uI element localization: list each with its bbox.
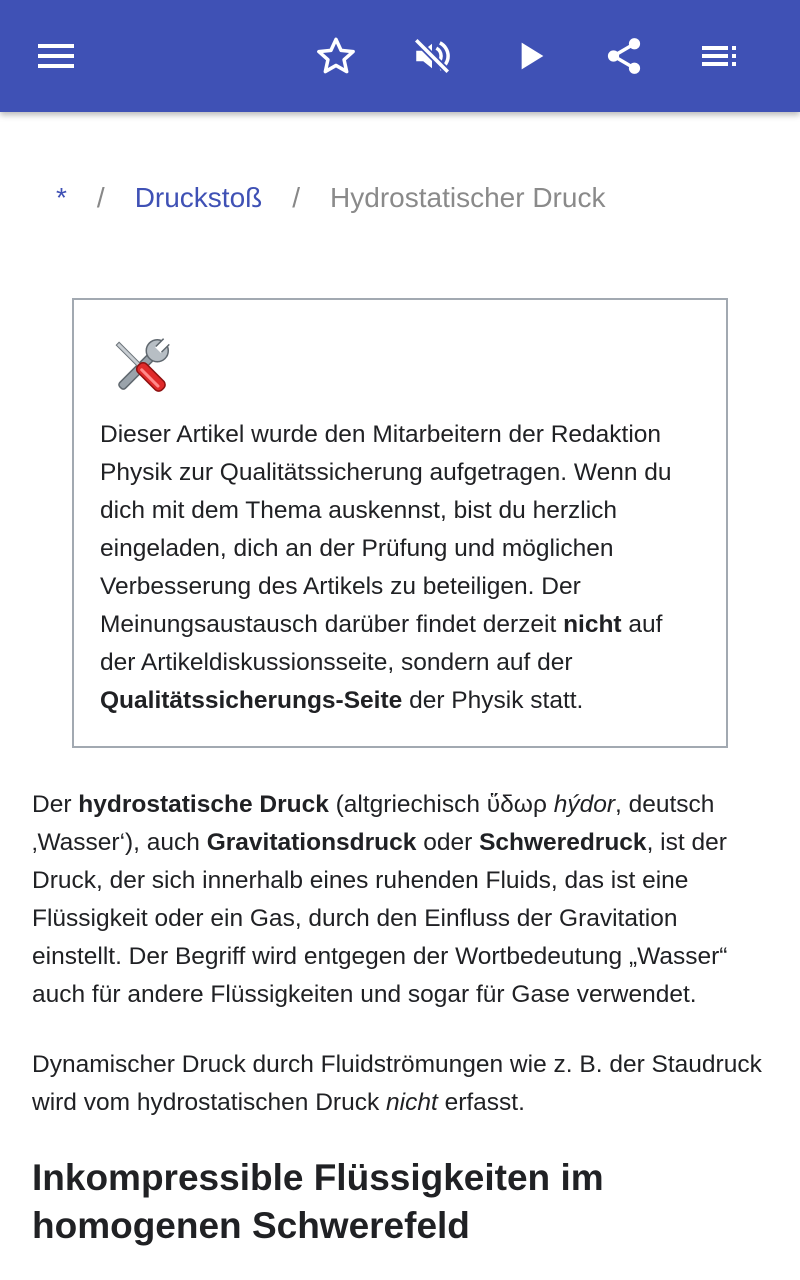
quality-page-link[interactable]: Qualitätssicherungs-Seite xyxy=(100,687,403,714)
breadcrumb-separator: / xyxy=(292,182,301,213)
term-italic: hýdor xyxy=(553,791,615,818)
term-bold: Schweredruck xyxy=(479,829,647,856)
term-italic: nicht xyxy=(386,1089,438,1116)
contents-button[interactable] xyxy=(692,28,748,84)
share-button[interactable] xyxy=(596,28,652,84)
breadcrumb-home-link[interactable]: * xyxy=(56,182,67,213)
breadcrumb-current: Hydrostatischer Druck xyxy=(330,182,606,213)
quality-notice-box xyxy=(72,298,728,748)
term-bold: Gravitationsdruck xyxy=(206,829,417,856)
notice-emphasis: nicht xyxy=(563,611,622,638)
star-outline-icon xyxy=(315,35,357,77)
play-icon xyxy=(510,36,550,76)
notice-text-segment: auf der Artikeldiskussionsseite, sondern auf der xyxy=(100,611,663,676)
text-segment: , ist der Druck, der sich innerhalb eines ruhenden Fluids, das ist eine Flüssigkeit oder ein Gas, durch den Einfluss der Gravitation einstellt. Der Begriff wird entgegen der Wortbedeutung „Wasser“ auch für andere Flüssigkeiten und sogar für Gase verwendet. xyxy=(32,829,728,1008)
app-toolbar xyxy=(0,0,800,112)
article-content xyxy=(32,786,772,1250)
wrench-screwdriver-icon xyxy=(104,330,178,404)
text-segment: Der xyxy=(32,791,79,818)
bookmark-button[interactable] xyxy=(308,28,364,84)
text-segment: (altgriechisch ὕδωρ xyxy=(328,791,554,818)
quality-notice-text xyxy=(100,416,702,720)
text-segment: oder xyxy=(416,829,480,856)
breadcrumb-parent-link[interactable]: Druckstoß xyxy=(134,182,263,213)
menu-button[interactable] xyxy=(28,28,84,84)
term-bold: hydrostatische Druck xyxy=(78,791,329,818)
text-segment: erfasst. xyxy=(437,1089,525,1116)
mute-button[interactable] xyxy=(404,28,460,84)
menu-icon xyxy=(36,36,76,76)
table-of-contents-icon xyxy=(700,36,740,76)
notice-text-segment: der Physik statt. xyxy=(402,687,584,714)
text-segment: Dynamischer Druck durch Fluidströmungen wie z. B. der Staudruck wird vom hydrostatischen Druck xyxy=(32,1051,762,1116)
notice-text-segment: Dieser Artikel wurde den Mitarbeitern der Redaktion Physik zur Qualitätssicherung aufgetragen. Wenn du dich mit dem Thema auskennst, bist du herzlich eingeladen, dich an der Prüfung und möglichen Verbesserung des Artikels zu beteiligen. Der Meinungsaustausch darüber findet derzeit xyxy=(100,421,672,638)
article-paragraph-dynamic xyxy=(32,1046,772,1122)
article-paragraph-intro xyxy=(32,786,772,1014)
section-heading: Inkompressible Flüssigkeiten im homogenen Schwerefeld xyxy=(32,1157,604,1246)
play-button[interactable] xyxy=(502,28,558,84)
volume-off-icon xyxy=(411,35,453,77)
text-segment: , deutsch ‚Wasser‘), auch xyxy=(32,791,715,856)
breadcrumb-separator: / xyxy=(96,182,105,213)
share-icon xyxy=(603,35,645,77)
breadcrumb xyxy=(56,178,605,218)
